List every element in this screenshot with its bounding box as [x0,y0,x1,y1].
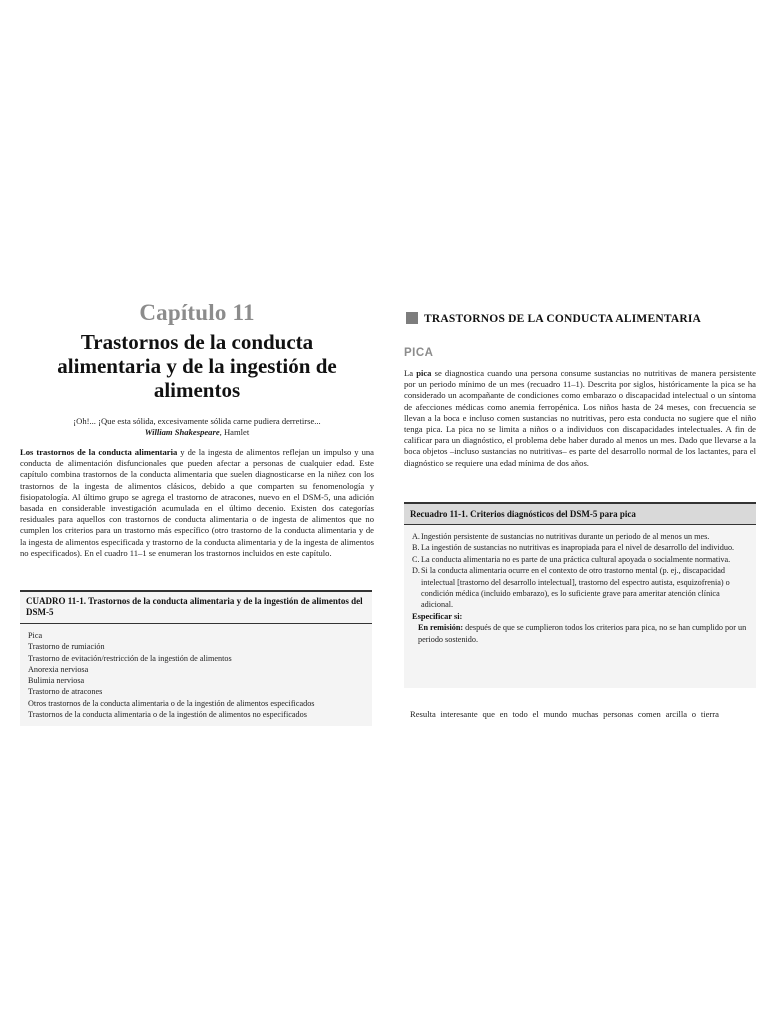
criterion-text: La conducta alimentaria no es parte de una práctica cultural apoyada o socialmente normativa. [421,554,731,564]
chapter-title-line: alimentos [153,378,241,402]
continuation-text: Resulta interesante que en todo el mundo muchas personas comen arcilla o tierra [410,709,719,719]
section-heading [404,312,756,328]
intro-text: y de la ingesta de alimentos reflejan un impulso y una conducta de alimentación disfuncionales que pueden afectar a personas de cualquier edad. Este capítulo combina trastornos de la conducta alimentaria que suelen diagnosticarse en la niñez con los trastornos de la ingesta de alimentos clásicos, debido a que comparten su fenomenología y fisiopatología. Al último grupo se agrega el trastorno de atracones, nuevo en el DSM-5, una adición basada en considerable investigación acumulada en el último decenio. Existen dos categorías residuales para aquellos con trastornos de conducta alimentaria o de ingesta de alimentos que no cumplen los criterios para un trastorno más específico (otro trastorno de la conducta alimentaria y de la ingesta de alimentos especificada y trastorno de la conducta alimentaria y de la ingesta de alimentos no especificados). En el cuadro 11–1 se enumeran los trastornos incluidos en este capítulo. [20,447,375,558]
intro-lead: Los trastornos de la conducta alimentaria [20,447,178,457]
cuadro-item: Trastornos de la conducta alimentaria o de la ingestión de alimentos no especificados [28,710,307,720]
cuadro-item: Trastorno de rumiación [28,642,105,652]
epigraph-work: , Hamlet [219,427,250,437]
cuadro-item: Bulimia nerviosa [28,676,85,686]
chapter-title-line: Trastornos de la conducta [80,330,314,354]
pica-text: se diagnostica cuando una persona consume sustancias no nutritivas de manera persistente por un periodo mínimo de un mes (recuadro 11–1). Descrita por siglos, históricamente la pica se ha considerado un acompañante de condiciones como embarazo o discapacidad intelectual o un síntoma de afecciones médicas como anemia ferropénica. Los niños hasta de 24 meses, con frecuencia se llevan a la boca e incluso comen sustancias no nutritivas, pero esta conducta no sugiere que el niño tenga pica. La pica no se limita a niños o a individuos con discapacidades intelectuales. A fin de calificar para un diagnóstico, el problema debe haber durado al menos un mes. Dado que llevarse a la boca objetos –incluso sustancias no nutritivas– es parte del desarrollo normal de los lactantes, para el diagnóstico se requiere una edad mínima de dos años. [404,368,756,468]
criterion-letter: A. [412,532,420,541]
epigraph-quote: ¡Oh!... ¡Que esta sólida, excesivamente sólida carne pudiera derretirse... [73,416,321,426]
criterion-text: La ingestión de sustancias no nutritivas es inapropiada para el nivel de desarrollo del individuo. [421,543,735,553]
chapter-title [20,330,374,402]
epigraph-author: William Shakespeare [144,427,220,437]
cuadro-item: Trastorno de atracones [28,687,103,697]
remission-text: después de que se cumplieron todos los criterios para pica, no se han cumplido por un periodo sostenido. [418,623,747,644]
criterion [412,554,748,565]
section-square-icon [406,312,418,324]
criterion [412,531,748,542]
cuadro-item: Otros trastornos de la conducta alimentaria o de la ingestión de alimentos especificados [28,698,315,708]
subsection-heading: PICA [404,347,434,359]
epigraph-attribution [20,427,374,438]
criterion [412,542,748,553]
cuadro-item: Anorexia nerviosa [28,664,89,674]
recuadro-title: Recuadro 11-1. Criterios diagnósticos del DSM-5 para pica [404,502,756,525]
cuadro-title: CUADRO 11-1. Trastornos de la conducta alimentaria y de la ingestión de alimentos del DSM-5 [20,590,372,624]
recuadro-11-1 [404,502,756,688]
cuadro-11-1 [20,590,372,726]
chapter-title-line: alimentaria y de la ingestión de [57,354,337,378]
criterion-letter: C. [412,554,420,564]
section-heading-text: TRASTORNOS DE LA CONDUCTA ALIMENTARIA [424,313,702,325]
epigraph [20,416,374,438]
cuadro-item: Pica [28,631,43,640]
pica-pre: La [404,368,417,378]
cuadro-item: Trastorno de evitación/restricción de la ingestión de alimentos [28,653,232,663]
intro-paragraph [20,447,374,559]
criterion [412,565,748,611]
pica-bold: pica [416,368,432,378]
cuadro-list [20,624,372,720]
chapter-number: Capítulo 11 [139,300,255,325]
specify-label: Especificar si: [412,611,463,621]
criterion-letter: D. [412,566,420,576]
criterion-text: Si la conducta alimentaria ocurre en el contexto de otro trastorno mental (p. ej., discapacidad intelectual [trastorno del desarrollo intelectual], trastorno del espectro autista, esquizofrenia) o condición médica (incluido embarazo), es lo suficiente grave para ameritar atención clínica adicional. [421,566,730,610]
remission-line [412,622,748,645]
criterion-letter: B. [412,543,420,553]
remission-label: En remisión: [418,623,464,633]
criterion-text: Ingestión persistente de sustancias no nutritivas durante un periodo de al menos un mes. [421,532,710,541]
pica-paragraph [404,368,756,469]
recuadro-body [404,525,756,645]
